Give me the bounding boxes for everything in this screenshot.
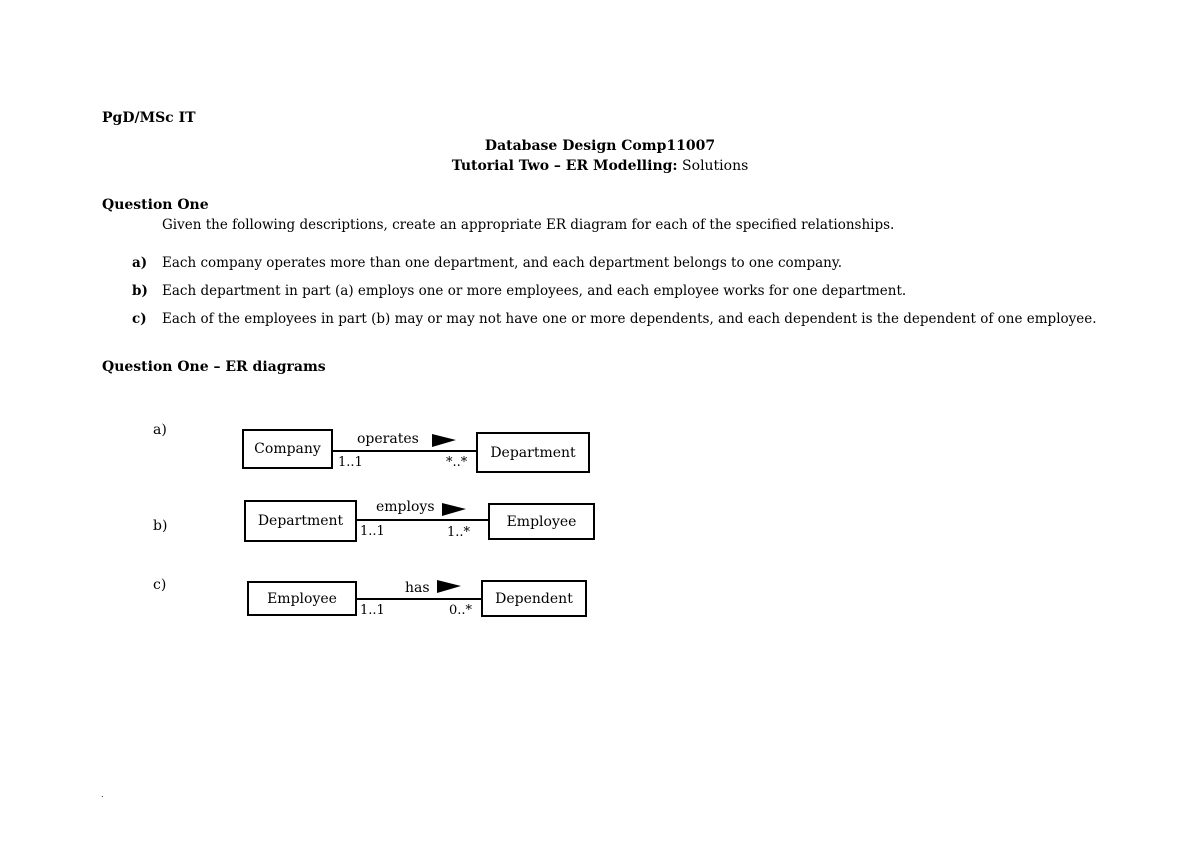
item-text-b: Each department in part (a) employs one or more employees, and each employee works for one department. xyxy=(162,283,907,299)
entity-name: Employee xyxy=(506,513,577,530)
document-title: Database Design Comp11007 xyxy=(484,138,716,154)
relationship-line xyxy=(333,450,476,452)
subtitle-normal: Solutions xyxy=(677,158,749,174)
right-multiplicity: *..* xyxy=(446,455,468,470)
question-intro: Given the following descriptions, create an appropriate ER diagram for each of the specified relationships. xyxy=(162,217,895,233)
relationship-line xyxy=(357,598,481,600)
entity-name: Department xyxy=(257,513,344,529)
relationship-line xyxy=(357,519,488,521)
course-label: PgD/MSc IT xyxy=(102,110,196,126)
entity-company xyxy=(242,429,333,469)
entity-name: Employee xyxy=(267,590,337,607)
left-multiplicity: 1..1 xyxy=(360,524,385,539)
entity-name: Department xyxy=(490,444,576,461)
entity-dependent xyxy=(481,580,587,617)
entity-name: Dependent xyxy=(495,590,573,607)
relationship-label: has xyxy=(405,580,430,596)
entity-employee xyxy=(488,503,595,540)
right-multiplicity: 0..* xyxy=(449,603,473,618)
item-text-a: Each company operates more than one department, and each department belongs to one company. xyxy=(162,255,842,271)
item-text-c: Each of the employees in part (b) may or may not have one or more dependents, and each dependent is the dependent of one employee. xyxy=(162,311,1097,327)
relationship-label: operates xyxy=(357,431,419,447)
left-multiplicity: 1..1 xyxy=(360,603,385,618)
item-letter-b: b) xyxy=(132,283,148,299)
diagram-label: b) xyxy=(153,518,168,534)
relationship-label: employs xyxy=(376,499,435,515)
direction-arrow-icon xyxy=(442,503,466,517)
left-multiplicity: 1..1 xyxy=(338,455,363,470)
subtitle-bold: Tutorial Two – ER Modelling: xyxy=(451,158,678,174)
direction-arrow-icon xyxy=(432,434,456,448)
footer-mark: . xyxy=(101,790,104,799)
direction-arrow-icon xyxy=(437,580,461,594)
diagram-label: a) xyxy=(153,422,167,438)
entity-department xyxy=(244,500,357,542)
diagram-label: c) xyxy=(153,577,167,593)
er-diagrams-heading: Question One – ER diagrams xyxy=(102,359,326,375)
item-letter-c: c) xyxy=(132,311,147,327)
entity-department xyxy=(476,432,590,473)
right-multiplicity: 1..* xyxy=(447,525,471,540)
item-letter-a: a) xyxy=(132,255,148,271)
entity-employee xyxy=(247,581,357,616)
question-heading: Question One xyxy=(102,197,209,213)
entity-name: Company xyxy=(254,441,321,457)
document-subtitle xyxy=(0,158,1200,174)
